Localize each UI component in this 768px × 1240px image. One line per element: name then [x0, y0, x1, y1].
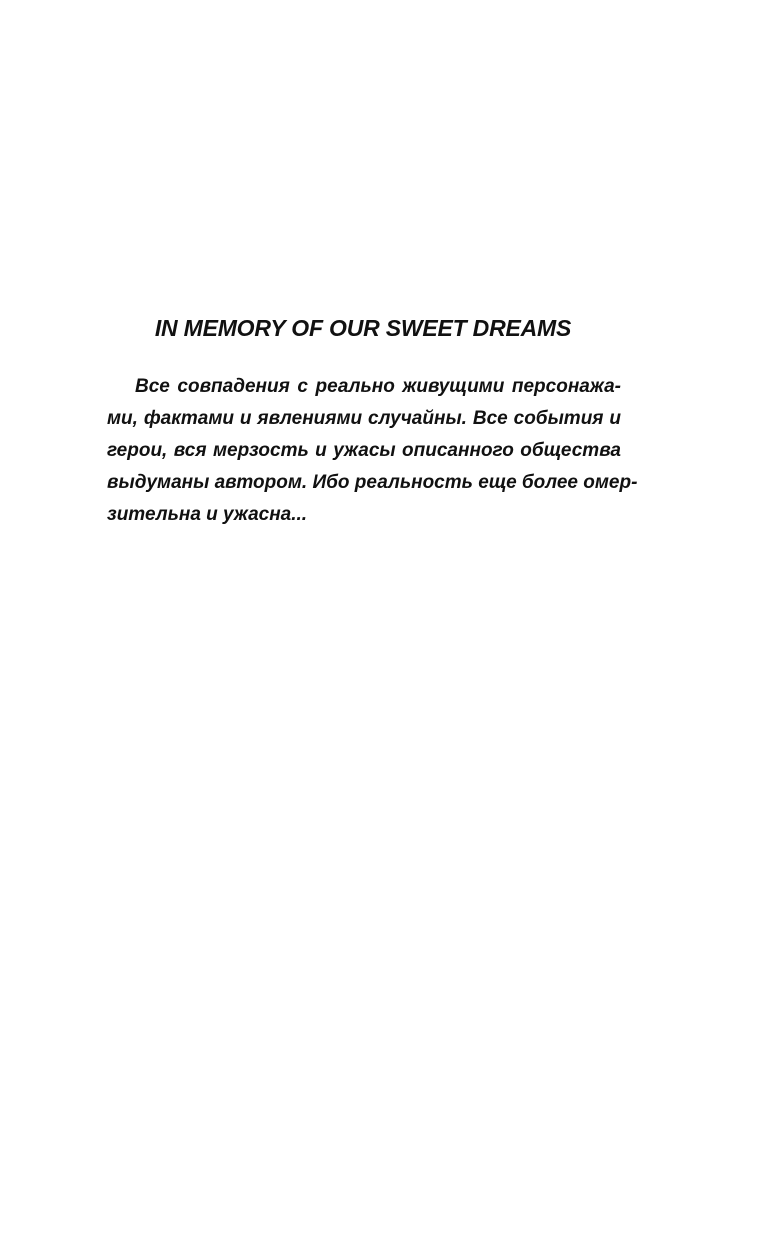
disclaimer-line: Все совпадения с реально живущими персонажа-	[135, 376, 621, 397]
disclaimer-line: ми, фактами и явлениями случайны. Все события и	[107, 408, 621, 429]
disclaimer-line: зительна и ужасна...	[107, 504, 308, 525]
disclaimer-line: герои, вся мерзость и ужасы описанного общества	[107, 440, 621, 461]
epigraph-title: IN MEMORY OF OUR SWEET DREAMS	[154, 315, 572, 341]
disclaimer-paragraph	[107, 371, 638, 531]
disclaimer-line: выдуманы автором. Ибо реальность еще более омер-	[107, 472, 638, 493]
